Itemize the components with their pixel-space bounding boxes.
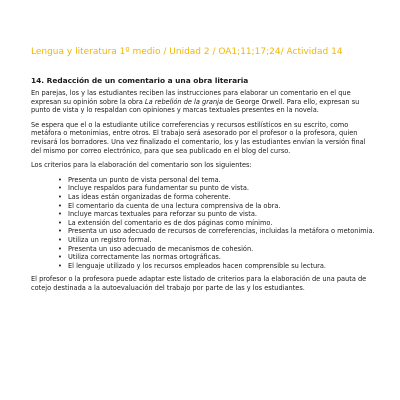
criteria-item xyxy=(31,245,376,254)
criteria-list xyxy=(31,176,376,271)
criteria-item xyxy=(31,202,376,211)
criteria-text: Presenta un punto de vista personal del tema. xyxy=(68,175,221,184)
criteria-item xyxy=(31,176,376,185)
paragraph-instructions-start: En parejas, los y las estudiantes reciben las instrucciones para elaborar un comentario en el que expresan su opinión sobre la obra xyxy=(31,89,351,106)
document-header: Lengua y literatura 1º medio / Unidad 2 / OA1;11;17;24/ Actividad 14 xyxy=(31,47,343,57)
criteria-item xyxy=(31,262,376,271)
bullet-icon: • xyxy=(58,201,62,210)
bullet-icon: • xyxy=(58,235,62,244)
bullet-icon: • xyxy=(58,253,62,262)
paragraph-instructions xyxy=(31,89,376,115)
criteria-text: Presenta un uso adecuado de mecanismos de cohesión. xyxy=(68,244,254,253)
book-title: La rebelión de la granja xyxy=(144,97,223,106)
section-heading: 14. Redacción de un comentario a una obra literaria xyxy=(31,76,249,85)
criteria-text: El comentario da cuenta de una lectura comprensiva de la obra. xyxy=(68,201,281,210)
criteria-text: Utiliza un registro formal. xyxy=(68,235,152,244)
criteria-text: La extensión del comentario es de dos páginas como mínimo. xyxy=(68,218,273,227)
criteria-item xyxy=(31,227,376,236)
criteria-text: Presenta un uso adecuado de recursos de correferencias, incluidas la metáfora o metonimia. xyxy=(68,227,375,236)
criteria-item xyxy=(31,253,376,262)
bullet-icon: • xyxy=(58,192,62,201)
criteria-text: El lenguaje utilizado y los recursos empleados hacen comprensible su lectura. xyxy=(68,261,327,270)
criteria-item xyxy=(31,210,376,219)
bullet-icon: • xyxy=(58,175,62,184)
paragraph-instructions-end: de George Orwell. Para ello, expresan su punto de vista y lo respaldan con opiniones y marcas textuales presentes en la novela. xyxy=(31,97,360,115)
criteria-item xyxy=(31,184,376,193)
criteria-text: Utiliza correctamente las normas ortográficas. xyxy=(68,253,221,262)
criteria-text: Incluye respaldos para fundamentar su punto de vista. xyxy=(68,184,249,193)
document-content xyxy=(31,76,376,298)
bullet-icon: • xyxy=(58,218,62,227)
bullet-icon: • xyxy=(58,261,62,270)
bullet-icon: • xyxy=(58,184,62,193)
paragraph-criteria-intro: Los criterios para la elaboración del comentario son los siguientes: xyxy=(31,161,252,170)
criteria-item xyxy=(31,219,376,228)
criteria-text: Las ideas están organizadas de forma coherente. xyxy=(68,192,231,201)
bullet-icon: • xyxy=(58,210,62,219)
bullet-icon: • xyxy=(58,227,62,236)
bullet-icon: • xyxy=(58,244,62,253)
paragraph-teacher-note: El profesor o la profesora puede adaptar este listado de criterios para la elaboración de una pauta de cotejo destinada a la autoevaluación del trabajo por parte de las y los estudiantes. xyxy=(31,275,367,292)
criteria-item xyxy=(31,236,376,245)
criteria-item xyxy=(31,193,376,202)
criteria-text: Incluye marcas textuales para reforzar su punto de vista. xyxy=(68,210,257,219)
paragraph-expectations: Se espera que el o la estudiante utilice correferencias y recursos estilísticos en su escrito, como metáfora o metonimias, entre otros. El trabajo será asesorado por el profesor o la profesora, quien revisará los borradores. Una vez finalizado el comentario, los y las estudiantes envían la versión final del mismo por correo electrónico, para que sea publicado en el blog del curso. xyxy=(31,120,366,155)
